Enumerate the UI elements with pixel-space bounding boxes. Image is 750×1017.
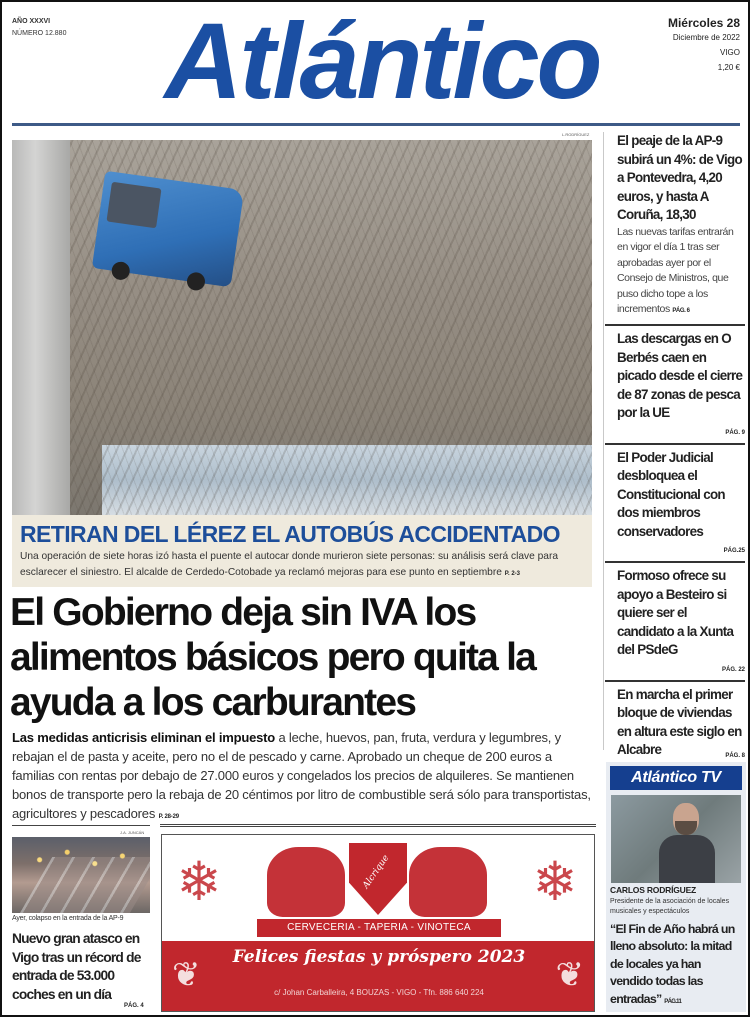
lead-text-body: Una operación de siete horas izó hasta el puente el autocar donde murieron siete personas: su análisis será clave para esclarecer el siniestro. El alcalde de Cerdedo-Cotobade ya reclamó mejoras para ese punto en septiembre [20, 551, 558, 578]
griffin-right-icon [409, 847, 487, 917]
brief-text [617, 225, 745, 321]
bus-shape [92, 171, 244, 288]
person-beard [675, 821, 697, 835]
interviewee-photo [611, 795, 741, 883]
brief-item[interactable] [605, 128, 745, 326]
page-ref: PÁG.25 [723, 548, 745, 555]
traffic-lights-texture [12, 837, 150, 913]
lead-caption-box [12, 515, 592, 587]
page-ref: PÁG. 22 [721, 666, 745, 673]
griffin-left-icon [267, 847, 345, 917]
masthead [2, 2, 748, 124]
person-body [659, 835, 715, 883]
lead-text [20, 549, 590, 582]
page-ref: PÁG. 4 [124, 1003, 144, 1009]
atlantico-tv-box[interactable] [606, 762, 746, 1012]
brief-headline: Formoso ofrece su apoyo a Besteiro si quiere ser el candidato a la Xunta del PSdeG [617, 568, 734, 658]
interview-quote [610, 921, 744, 1011]
month-year: Diciembre de 2022 [672, 33, 740, 42]
newspaper-logo[interactable]: Atlántico [164, 0, 600, 121]
masthead-divider [12, 123, 740, 126]
ad-tagline: CERVECERIA - TAPERIA - VINOTECA [257, 919, 501, 937]
ad-brand: Alcrique [361, 853, 392, 891]
brief-headline: En marcha el primer bloque de viviendas en altura este siglo en Alcabre [617, 686, 742, 758]
lead-photo[interactable] [12, 140, 592, 515]
page-ref: PÁG. 9 [725, 429, 745, 436]
atlantico-tv-logo: Atlántico TV [610, 766, 742, 790]
traffic-headline[interactable]: Nuevo gran atasco en Vigo tras un récord de entrada de 53.000 coches en un día [12, 931, 141, 1002]
brief-headline: El peaje de la AP-9 subirá un 4%: de Vigo a Pontevedra, 4,20 euros, y hasta A Coruña, 18,30 [617, 133, 742, 222]
interviewee-name: CARLOS RODRÍGUEZ [610, 885, 697, 895]
issue-number: NÚMERO 12.880 [12, 30, 67, 37]
lead-title[interactable]: RETIRAN DEL LÉREZ EL AUTOBÚS ACCIDENTADO [20, 521, 560, 547]
bridge-pillar-shape [12, 140, 70, 515]
date-info [668, 16, 740, 75]
brief-item[interactable] [605, 563, 745, 682]
trees-texture [12, 140, 592, 515]
page-ref: PÁG.11 [664, 998, 682, 1005]
main-headline[interactable]: El Gobierno deja sin IVA los alimentos básicos pero quita la ayuda a los carburantes [10, 591, 536, 724]
main-story-body [12, 728, 594, 827]
ornament-scroll-icon: ❦ [172, 956, 201, 994]
crest-logo [257, 841, 497, 925]
brief-headline: El Poder Judicial desbloquea el Constitucional con dos miembros conservadores [617, 449, 725, 539]
page-ref: PÁG. 8 [725, 752, 745, 759]
advertisement[interactable] [161, 834, 595, 1012]
page-ref: PÁG. 6 [672, 308, 690, 315]
page-ref: P. 28-29 [158, 814, 179, 820]
main-story-text: a leche, huevos, pan, fruta, verdura y legumbres, y rebajan el de pasta y aceite, pero no el de pescado y carne. Aprobado un cheque de 200 euros a familias con rentas por debajo de 27.000 euros y congelados los precios de alquileres. Se mantienen bonos de transporte pero la rebaja de 20 céntimos por litro de combustible será sólo para transportistas, agricultores y pescadores [12, 730, 591, 821]
shield-icon [349, 843, 407, 915]
person-icon [659, 803, 715, 883]
brief-item[interactable] [605, 445, 745, 564]
bus-window [106, 182, 161, 229]
weekday-day: Miércoles 28 [667, 16, 740, 30]
section-divider [12, 825, 150, 826]
right-column [605, 128, 745, 766]
snowflake-icon: ❄ [176, 852, 222, 912]
year-label: AÑO XXXVI [12, 18, 51, 25]
snowflake-icon: ❄ [532, 852, 578, 912]
issue-info [12, 16, 66, 40]
ad-divider [160, 824, 596, 827]
photo-caption: Ayer, colapso en la entrada de la AP-9 [12, 915, 124, 922]
main-story-lead: Las medidas anticrisis eliminan el impuesto [12, 730, 276, 745]
ad-greeting: Felices fiestas y próspero 2023 [232, 947, 526, 967]
ornament-scroll-icon: ❦ [555, 956, 584, 994]
traffic-photo[interactable] [12, 837, 150, 913]
photo-credit: L.RODRÍGUEZ [562, 132, 590, 137]
brief-item[interactable] [605, 682, 745, 766]
ad-address: c/ Johan Carballeira, 4 BOUZAS - VIGO - Tfn. 886 640 224 [274, 988, 484, 997]
page-ref: P. 2-3 [504, 571, 520, 577]
brief-text-body: Las nuevas tarifas entrarán en vigor el día 1 tras ser aprobadas ayer por el Consejo de Ministros, que puso dicho tope a los incrementos [617, 225, 734, 316]
price: 1,20 € [717, 63, 740, 72]
column-divider [603, 132, 604, 750]
brief-item[interactable] [605, 326, 745, 445]
photo-credit: J.A. JUNCÁN [120, 830, 145, 835]
interviewee-role: Presidente de la asociación de locales musicales y espectáculos [610, 898, 730, 915]
edition-city: VIGO [719, 48, 740, 57]
brief-headline: Las descargas en O Berbés caen en picado desde el cierre de 87 zonas de pesca por la UE [617, 331, 743, 421]
quote-text: “El Fin de Año habrá un lleno absoluto: la mitad de locales ya han vendido todas las entradas” [610, 922, 735, 1006]
